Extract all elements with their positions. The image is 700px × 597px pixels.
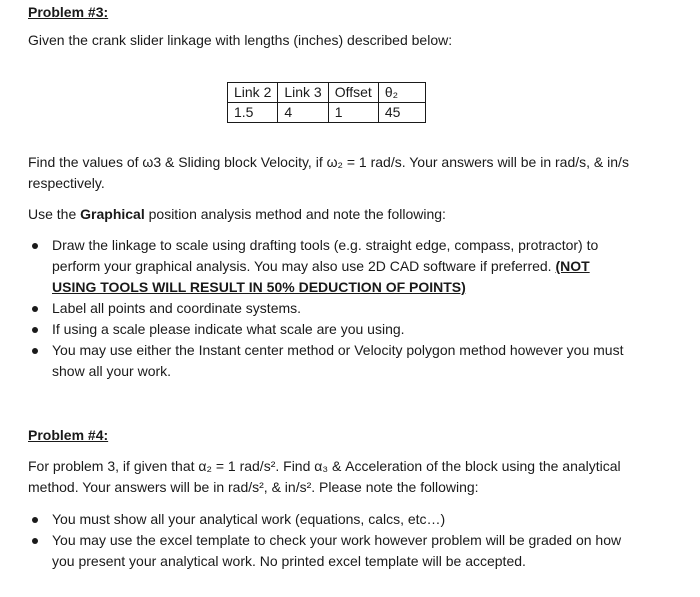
method-suffix: position analysis method and note the following: xyxy=(144,206,446,222)
bullet-icon xyxy=(32,327,38,333)
list-item xyxy=(28,509,628,530)
bullet-icon xyxy=(32,306,38,312)
link-lengths-table xyxy=(227,82,426,123)
bullet-text: You may use either the Instant center method or Velocity polygon method however you must show all your work. xyxy=(52,342,624,379)
method-bold: Graphical xyxy=(80,206,145,222)
table-cell: 45 xyxy=(378,103,425,123)
problem-3-bullet-list xyxy=(28,235,628,382)
bullet-text: Draw the linkage to scale using drafting tools (e.g. straight edge, compass, protractor) to perform your graphical analysis. You may also use 2D CAD software if preferred. xyxy=(52,237,599,274)
bullet-icon xyxy=(32,348,38,354)
problem-3-heading: Problem #3: xyxy=(28,4,109,20)
bullet-text: If using a scale please indicate what scale are you using. xyxy=(52,321,405,337)
problem-4-intro: For problem 3, if given that α₂ = 1 rad/s². Find α₃ & Acceleration of the block using the analytical method. Your answers will be in rad/s², & in/s². Please note the following: xyxy=(28,458,621,495)
method-prefix: Use the xyxy=(28,206,81,222)
bullet-icon xyxy=(32,243,38,249)
table-header-cell: Link 3 xyxy=(278,83,328,103)
table-cell: 1 xyxy=(328,103,378,123)
bullet-text: You must show all your analytical work (equations, calcs, etc…) xyxy=(52,511,446,527)
list-item xyxy=(28,340,628,382)
table-header-cell: Link 2 xyxy=(228,83,278,103)
list-item xyxy=(28,235,628,298)
table-header-row xyxy=(228,83,426,103)
table-cell: 1.5 xyxy=(228,103,278,123)
table-header-cell: θ₂ xyxy=(378,83,425,103)
problem-4-bullet-list xyxy=(28,509,628,572)
list-item xyxy=(28,319,628,340)
table-cell: 4 xyxy=(278,103,328,123)
problem-4-heading: Problem #4: xyxy=(28,427,109,443)
table-row xyxy=(228,103,426,123)
list-item xyxy=(28,530,628,572)
problem-3-find-text: Find the values of ω3 & Sliding block Velocity, if ω₂ = 1 rad/s. Your answers will be in rad/s, & in/s respectively. xyxy=(28,154,629,191)
bullet-text: Label all points and coordinate systems. xyxy=(52,300,302,316)
table-header-cell: Offset xyxy=(328,83,378,103)
bullet-icon xyxy=(32,517,38,523)
method-line xyxy=(28,204,668,225)
list-item xyxy=(28,298,628,319)
problem-3-intro: Given the crank slider linkage with lengths (inches) described below: xyxy=(28,32,453,48)
deduction-warning: (NOT USING TOOLS WILL RESULT IN 50% DEDUCTION OF POINTS) xyxy=(52,258,590,295)
bullet-icon xyxy=(32,538,38,544)
bullet-text: You may use the excel template to check your work however problem will be graded on how you present your analytical work. No printed excel template will be accepted. xyxy=(52,532,622,569)
